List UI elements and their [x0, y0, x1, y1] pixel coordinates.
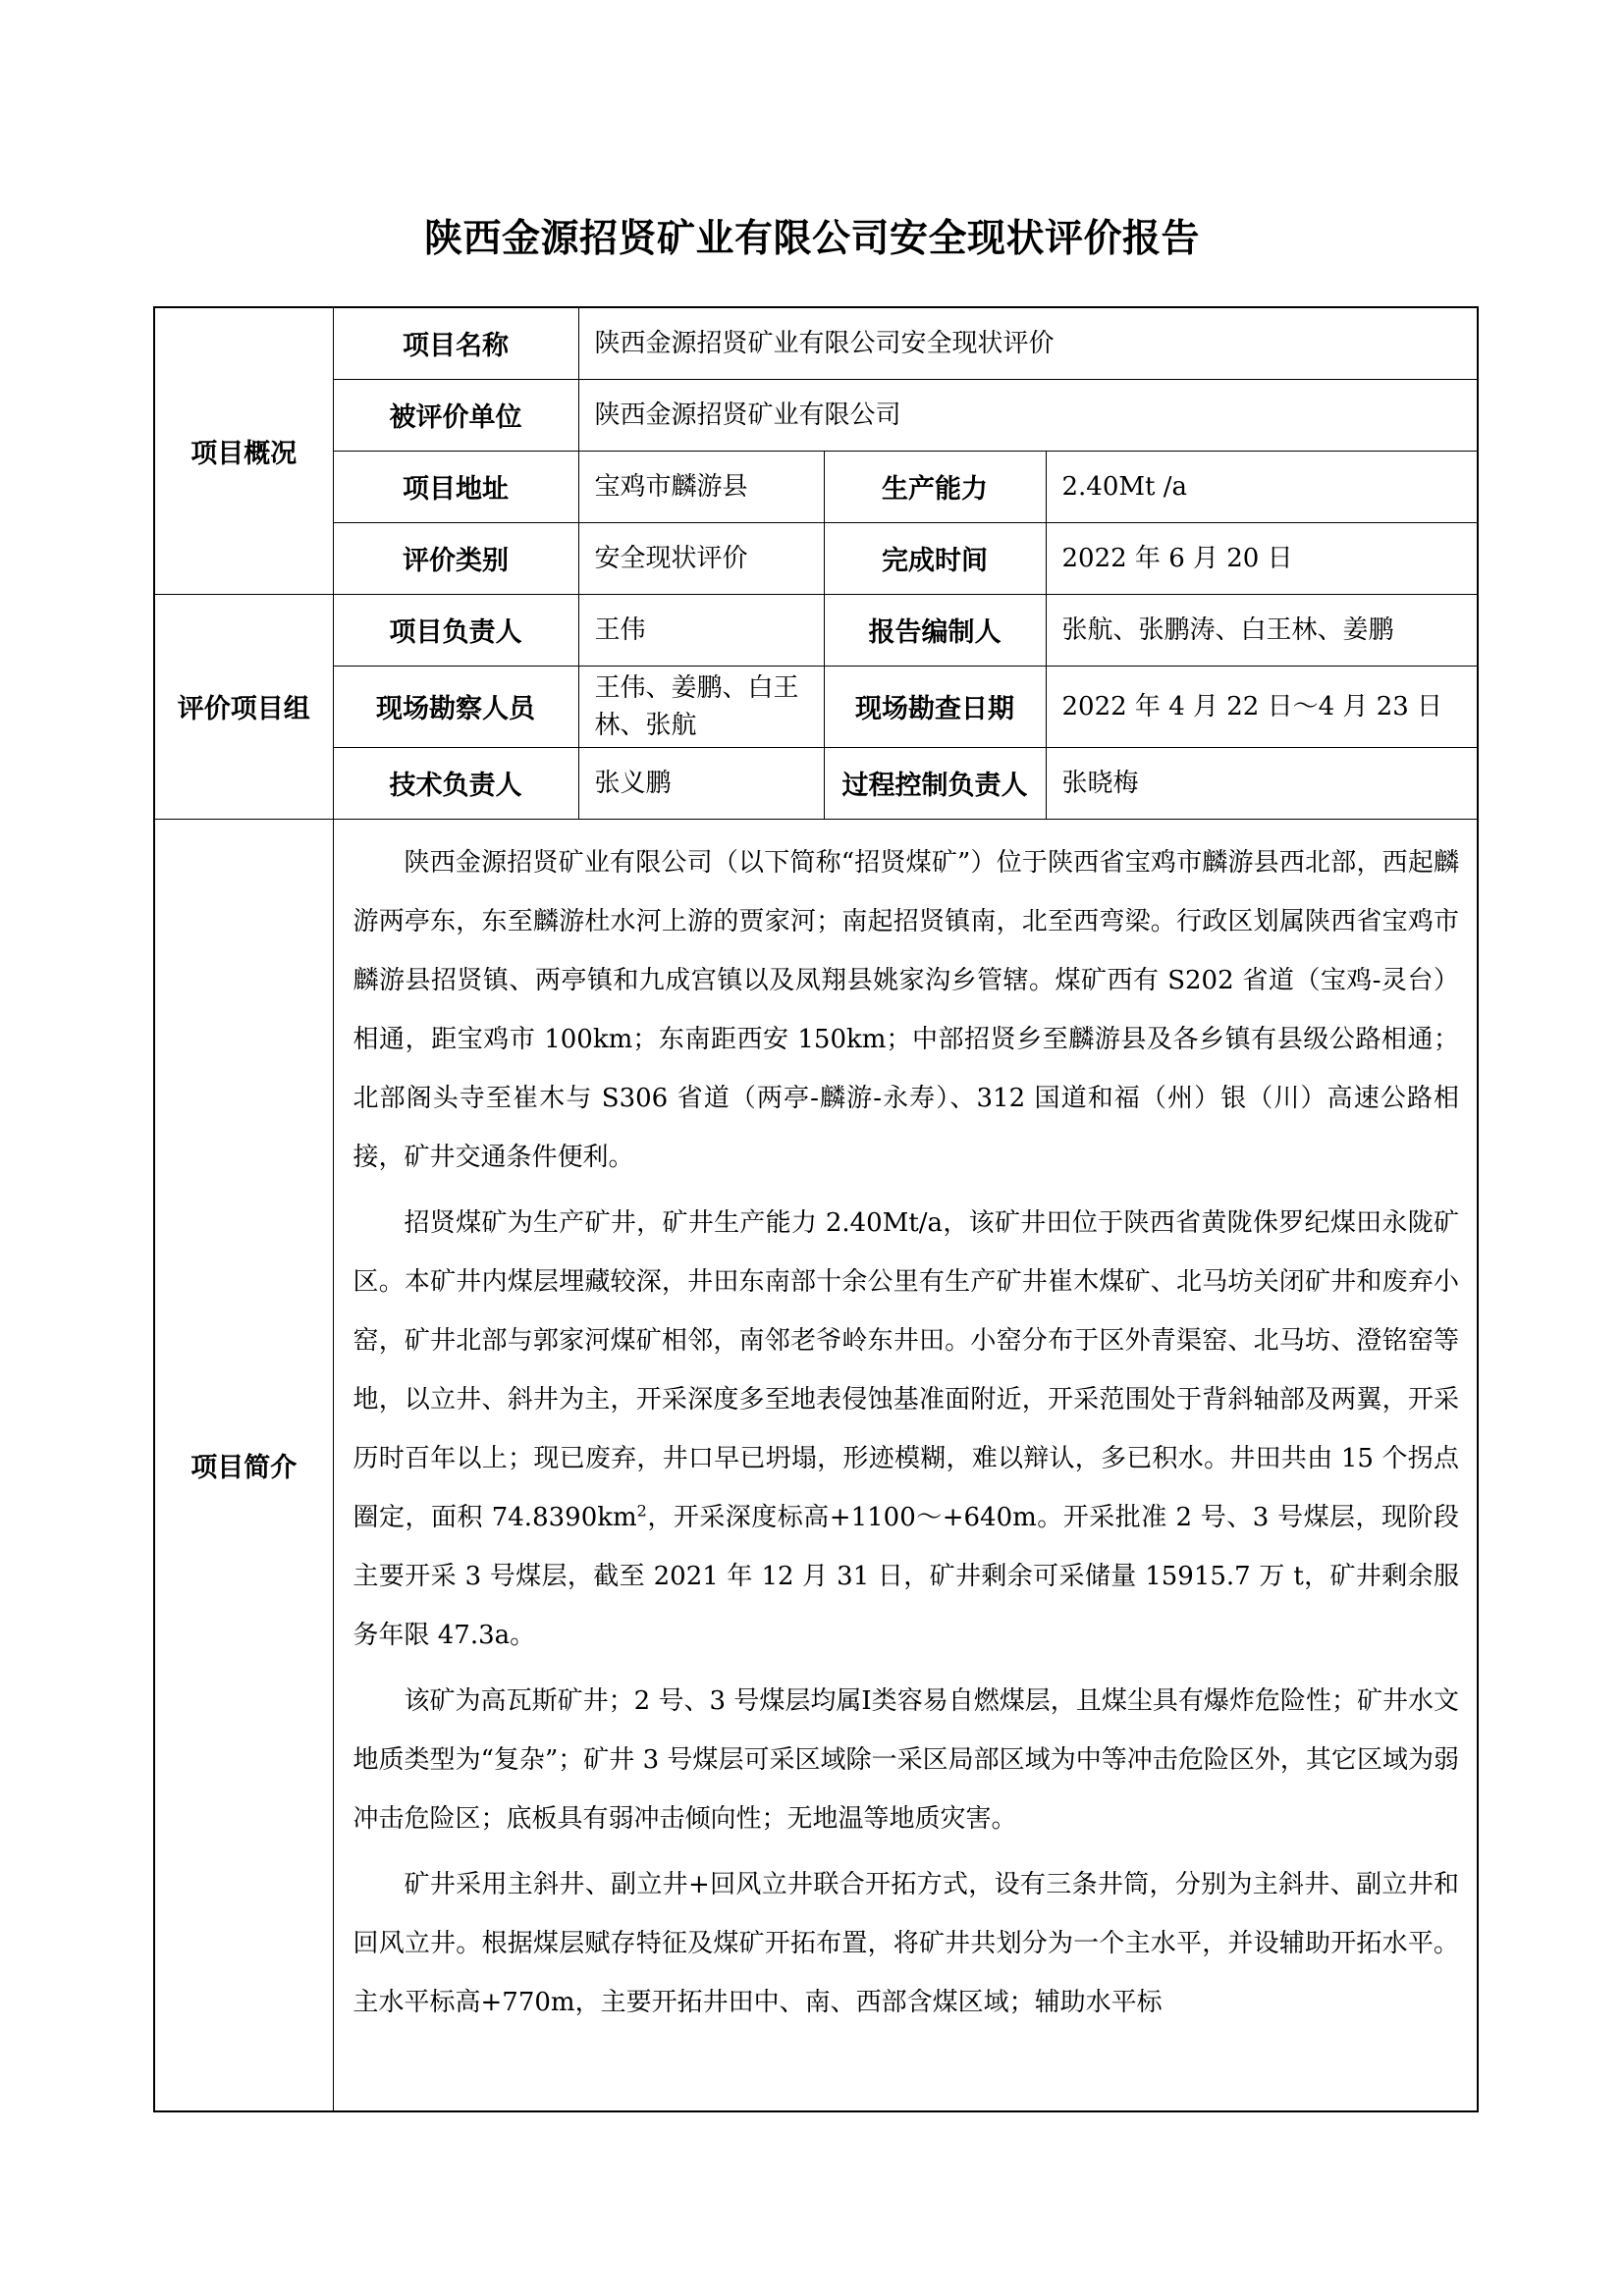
- label-process-control: 过程控制负责人: [824, 747, 1046, 819]
- intro-paragraph-3: 该矿为高瓦斯矿井；2 号、3 号煤层均属Ⅰ类容易自燃煤层，且煤尘具有爆炸危险性；矿井水文地质类型为“复杂”；矿井 3 号煤层可采区域除一采区局部区域为中等冲击危险区外，其它区域为弱冲击危险区；底板具有弱冲击倾向性；无地温等地质灾害。: [352, 1685, 1460, 1834]
- intro-paragraph-1: 陕西金源招贤矿业有限公司（以下简称“招贤煤矿”）位于陕西省宝鸡市麟游县西北部，西起麟游两亭东，东至麟游杜水河上游的贾家河；南起招贤镇南，北至西弯梁。行政区划属陕西省宝鸡市麟游县招贤镇、两亭镇和九成宫镇以及凤翔县姚家沟乡管辖。煤矿西有 S202 省道（宝鸡-灵台）相通，距宝鸡市 100km；东南距西安 150km；中部招贤乡至麟游县及各乡镇有县级公路相通；北部阁头寺至崔木与 S306 省道（两亭-麟游-永寿）、312 国道和福（州）银（川）高速公路相接，矿井交通条件便利。: [352, 847, 1460, 1172]
- intro-paragraph-4: 矿井采用主斜井、副立井+回风立井联合开拓方式，设有三条井筒，分别为主斜井、副立井和回风立井。根据煤层赋存特征及煤矿开拓布置，将矿井共划分为一个主水平，并设辅助开拓水平。主水平标高+770m，主要开拓井田中、南、西部含煤区域；辅助水平标: [352, 1869, 1460, 2017]
- intro-paragraph-2-part-b: ，开采深度标高+1100～+640m。开采批准 2 号、3 号煤层，现阶段主要开采 3 号煤层，截至 2021 年 12 月 31 日，矿井剩余可采储量 15915.7 万 t，矿井剩余服务年限 47.3a。: [352, 1502, 1460, 1650]
- label-survey-date: 现场勘查日期: [824, 666, 1046, 747]
- report-table: [153, 306, 1479, 2112]
- section-team: 评价项目组: [154, 594, 333, 819]
- value-project-leader: 王伟: [578, 594, 824, 666]
- value-survey-date: 2022 年 4 月 22 日～4 月 23 日: [1046, 666, 1478, 747]
- value-capacity: 2.40Mt /a: [1046, 451, 1478, 522]
- value-report-authors: 张航、张鹏涛、白王林、姜鹏: [1046, 594, 1478, 666]
- section-overview: 项目概况: [154, 307, 333, 594]
- label-project-address: 项目地址: [333, 451, 578, 522]
- label-capacity: 生产能力: [824, 451, 1046, 522]
- label-evaluated-unit: 被评价单位: [333, 379, 578, 451]
- value-process-control: 张晓梅: [1046, 747, 1478, 819]
- label-tech-leader: 技术负责人: [333, 747, 578, 819]
- intro-body: [333, 819, 1478, 2111]
- value-survey-staff: 王伟、姜鹏、白王林、张航: [578, 666, 824, 747]
- value-tech-leader: 张义鹏: [578, 747, 824, 819]
- label-finish-time: 完成时间: [824, 522, 1046, 594]
- value-evaluated-unit: 陕西金源招贤矿业有限公司: [578, 379, 1478, 451]
- label-project-leader: 项目负责人: [333, 594, 578, 666]
- page-title: 陕西金源招贤矿业有限公司安全现状评价报告: [423, 217, 1200, 261]
- value-evaluation-type: 安全现状评价: [578, 522, 824, 594]
- intro-paragraph-2-part-a: 招贤煤矿为生产矿井，矿井生产能力 2.40Mt/a，该矿井田位于陕西省黄陇侏罗纪煤田永陇矿区。本矿井内煤层埋藏较深，井田东南部十余公里有生产矿井崔木煤矿、北马坊关闭矿井和废弃小窑，矿井北部与郭家河煤矿相邻，南邻老爷岭东井田。小窑分布于区外青渠窑、北马坊、澄铭窑等地，以立井、斜井为主，开采深度多至地表侵蚀基准面附近，开采范围处于背斜轴部及两翼，开采历时百年以上；现已废弃，井口早已坍塌，形迹模糊，难以辩认，多已积水。井田共由 15 个拐点圈定，面积 74.8390km: [352, 1207, 1460, 1532]
- value-project-address: 宝鸡市麟游县: [578, 451, 824, 522]
- label-project-name: 项目名称: [333, 307, 578, 379]
- label-survey-staff: 现场勘察人员: [333, 666, 578, 747]
- label-report-authors: 报告编制人: [824, 594, 1046, 666]
- area-unit-superscript: 2: [636, 1500, 647, 1520]
- intro-paragraph-2: [353, 1194, 1460, 1665]
- value-project-name: 陕西金源招贤矿业有限公司安全现状评价: [578, 307, 1478, 379]
- label-evaluation-type: 评价类别: [333, 522, 578, 594]
- section-intro: 项目简介: [154, 819, 333, 2111]
- value-finish-time: 2022 年 6 月 20 日: [1046, 522, 1478, 594]
